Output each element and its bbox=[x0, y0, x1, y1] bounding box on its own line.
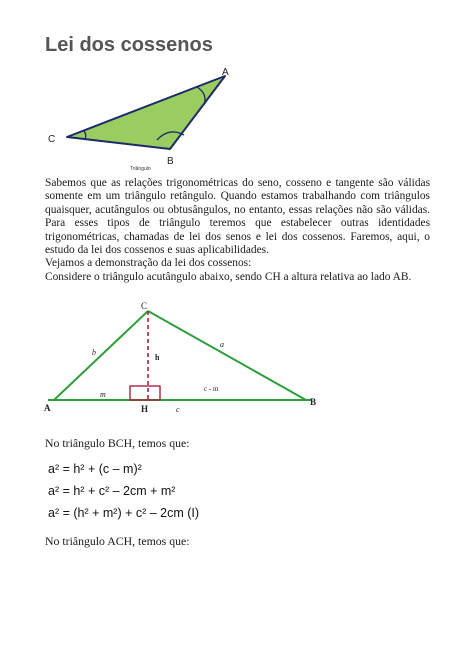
foot-h-label: H bbox=[141, 404, 149, 414]
intro-text bbox=[45, 177, 430, 284]
equation-line-2: a² = h² + c² – 2cm + m² bbox=[48, 484, 176, 498]
side-c-label: c bbox=[176, 405, 180, 414]
equation-line-3: a² = (h² + m²) + c² – 2cm (I) bbox=[48, 506, 200, 520]
equation-line-1: a² = h² + (c – m)² bbox=[48, 462, 142, 476]
page-title: Lei dos cossenos bbox=[45, 34, 213, 56]
side-b-label: b bbox=[92, 348, 96, 357]
height-h-label: h bbox=[155, 353, 160, 362]
bch-intro: No triângulo BCH, temos que: bbox=[45, 436, 190, 450]
segment-m-label: m bbox=[100, 390, 106, 399]
equation-block bbox=[45, 460, 217, 526]
triangle-figure bbox=[44, 67, 244, 173]
vertex-c-label: C bbox=[48, 134, 56, 145]
vertex-a-label: A bbox=[222, 67, 229, 78]
triangle-description: Considere o triângulo acutângulo abaixo, sendo CH a altura relativa ao lado AB. bbox=[45, 270, 412, 283]
side-a-line bbox=[148, 311, 306, 400]
vertex-b-label: B bbox=[310, 397, 317, 407]
acute-triangle-figure bbox=[44, 301, 334, 421]
intro-paragraph: Sabemos que as relações trigonométricas do seno, cosseno e tangente são válidas somente em um triângulo retângulo. Quando estamos trabalhando com triângulos quaisquer, acutângulos ou obtusângulos, no entanto, essas relações não são válidas. Para esses tipos de triângulo teremos que estabelecer outras identidades trigonométricas, chamadas de lei dos senos e lei dos cossenos. Faremos, aqui, o estudo da lei dos cossenos e suas aplicabilidades. bbox=[45, 177, 430, 257]
side-a-label: a bbox=[220, 340, 224, 349]
vertex-a-label: A bbox=[44, 403, 51, 413]
figure-caption: Triângulo bbox=[130, 166, 151, 172]
right-angle-marker bbox=[130, 386, 160, 400]
demonstration-intro: Vejamos a demonstração da lei dos cossenos: bbox=[45, 257, 252, 270]
triangle-shape bbox=[67, 76, 225, 149]
vertex-c-label: C bbox=[141, 301, 148, 311]
vertex-b-label: B bbox=[167, 156, 174, 167]
ach-intro: No triângulo ACH, temos que: bbox=[45, 534, 190, 548]
segment-c-minus-m-label: c - m bbox=[204, 385, 219, 393]
